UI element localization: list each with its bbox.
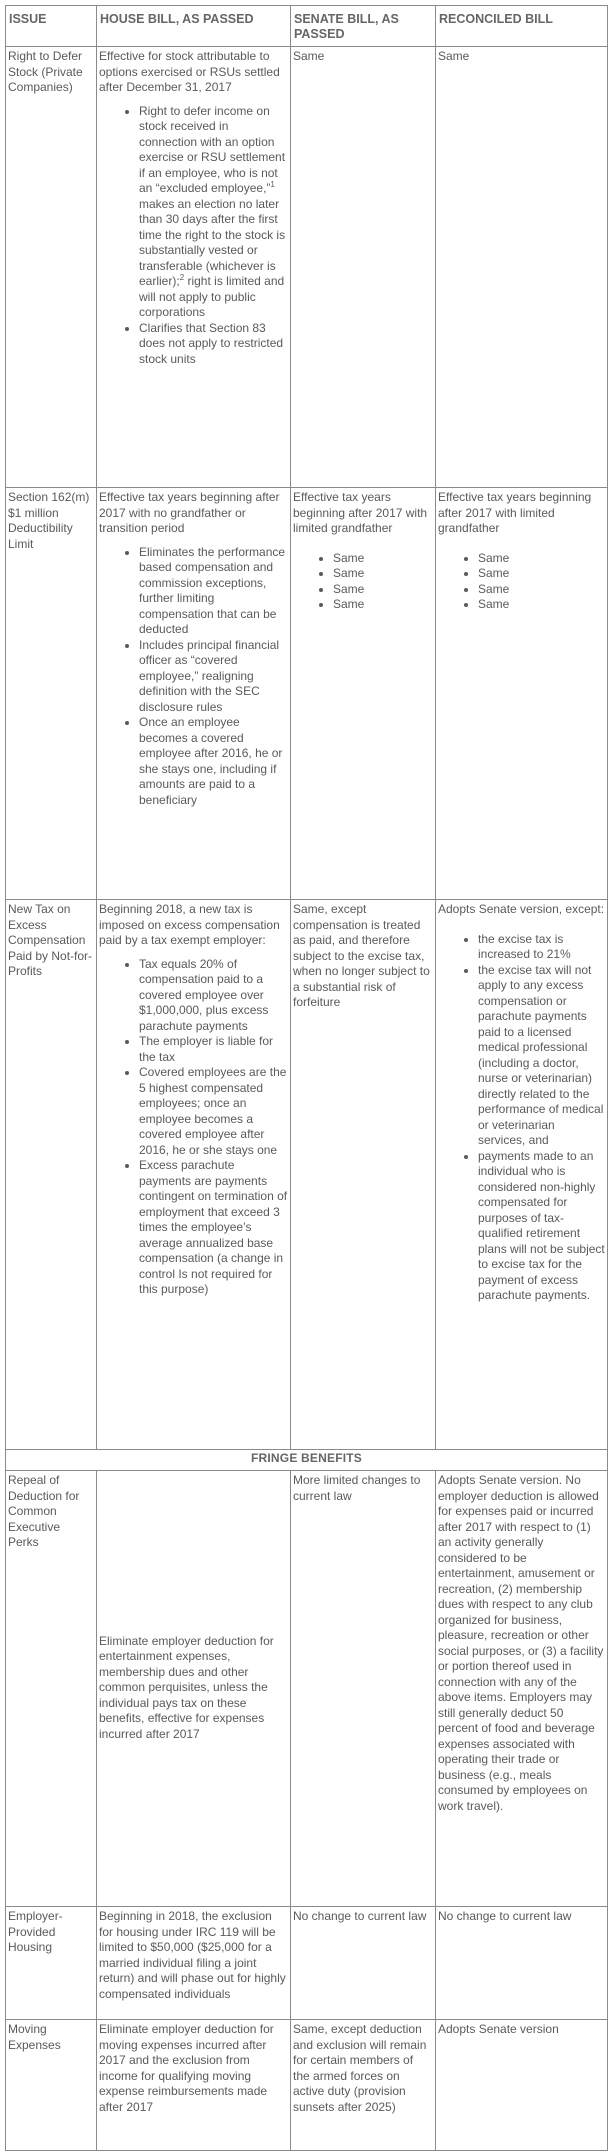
list-item: • the excise tax is increased to 21%: [478, 932, 605, 963]
section-title: FRINGE BENEFITS: [6, 1450, 608, 1471]
list-item: • Tax equals 20% of compensation paid to a covered employee over $1,000,000, plus excess parachute payments: [139, 957, 288, 1035]
table-row: [6, 1907, 608, 2020]
senate-bullet-list: [293, 551, 433, 613]
senate-cell: [291, 488, 436, 900]
senate-cell: Same, except deduction and exclusion will remain for certain members of the armed forces on active duty (provision sunsets after 2025): [291, 2020, 436, 2151]
list-item: • Same: [333, 597, 433, 613]
issue-cell: Moving Expenses: [6, 2020, 97, 2151]
list-item: • the excise tax will not apply to any excess compensation or parachute payments paid to a licensed medical professional (including a doctor, nurse or veterinarian) directly related to the performance of medical or veterinarian services, and: [478, 963, 605, 1149]
header-issue: ISSUE: [6, 6, 97, 47]
house-bullet-list: [99, 957, 288, 1298]
reconciled-cell: [436, 488, 608, 900]
list-item: • Same: [478, 566, 605, 582]
reconciled-cell: No change to current law: [436, 1907, 608, 2020]
table-row: [6, 47, 608, 488]
house-cell: Eliminate employer deduction for moving expenses incurred after 2017 and the exclusion from income for qualifying moving expense reimbursements made after 2017: [97, 2020, 291, 2151]
reconciled-intro: Effective tax years beginning after 2017 with limited grandfather: [438, 490, 592, 535]
footnote-ref: 2: [179, 273, 185, 282]
issue-cell: Right to Defer Stock (Private Companies): [6, 47, 97, 488]
list-item: • Same: [333, 582, 433, 598]
header-row: [6, 6, 608, 47]
reconciled-bullet-list: [438, 932, 605, 1304]
house-bullet-list: [99, 104, 288, 368]
list-item: • Same: [478, 582, 605, 598]
list-item: • Covered employees are the 5 highest compensated employees; once an employee becomes a covered employee after 2016, he or she stays one: [139, 1065, 288, 1158]
comparison-table: [5, 5, 608, 2151]
house-intro: Effective for stock attributable to options exercised or RSUs settled after December 31, 2017: [99, 49, 280, 94]
house-cell: Eliminate employer deduction for entertainment expenses, membership dues and other common perquisites, unless the individual pays tax on these benefits, effective for expenses incurred after 2017: [97, 1471, 291, 1907]
table-row: [6, 2020, 608, 2151]
table-row: [6, 488, 608, 900]
list-item: • Eliminates the performance based compensation and commission exceptions, further limiting compensation that can be deducted: [139, 545, 288, 638]
reconciled-bullet-list: [438, 551, 605, 613]
list-item: • Same: [333, 566, 433, 582]
list-item: • payments made to an individual who is considered non-highly compensated for purposes of tax-qualified retirement plans will not be subject to excise tax for the payment of excess parachute payments.: [478, 1149, 605, 1304]
section-header-row: [6, 1450, 608, 1471]
house-bullet-list: [99, 545, 288, 809]
issue-cell: Employer-Provided Housing: [6, 1907, 97, 2020]
footnote-ref: 1: [270, 180, 275, 189]
list-item: • Once an employee becomes a covered employee after 2016, he or she stays one, including if amounts are paid to a beneficiary: [139, 715, 288, 808]
senate-intro: Effective tax years beginning after 2017 with limited grandfather: [293, 490, 428, 535]
list-item: • Same: [333, 551, 433, 567]
reconciled-cell: [436, 900, 608, 1450]
reconciled-cell: Adopts Senate version: [436, 2020, 608, 2151]
list-item: • Same: [478, 597, 605, 613]
list-item: • Same: [478, 551, 605, 567]
table-row: [6, 900, 608, 1450]
issue-cell: New Tax on Excess Compensation Paid by Not-for-Profits: [6, 900, 97, 1450]
list-item: • Includes principal financial officer as “covered employee,” realigning definition with the SEC disclosure rules: [139, 638, 288, 716]
reconciled-intro: Adopts Senate version, except:: [438, 902, 605, 916]
header-house: HOUSE BILL, AS PASSED: [97, 6, 291, 47]
reconciled-cell: Adopts Senate version. No employer deduction is allowed for expenses paid or incurred after 2017 with respect to (1) an activity generally considered to be entertainment, amusement or recreation, (2) membership dues with respect to any club organized for business, pleasure, recreation or other social purposes, or (3) a facility or portion thereof used in connection with any of the above items. Employers may still generally deduct 50 percent of food and beverage expenses associated with operating their trade or business (e.g., meals consumed by employees on work travel).: [436, 1471, 608, 1907]
senate-cell: No change to current law: [291, 1907, 436, 2020]
house-intro: Beginning 2018, a new tax is imposed on excess compensation paid by a tax exempt employer:: [99, 902, 280, 947]
list-item: • Excess parachute payments are payments contingent on termination of employment that exceed 3 times the employee’s average annualized base compensation (a change in control Is not required for this purpose): [139, 1158, 288, 1298]
house-cell: [97, 488, 291, 900]
list-item: • The employer is liable for the tax: [139, 1034, 288, 1065]
reconciled-cell: Same: [436, 47, 608, 488]
house-intro: Effective tax years beginning after 2017 with no grandfather or transition period: [99, 490, 280, 535]
issue-cell: Repeal of Deduction for Common Executive Perks: [6, 1471, 97, 1907]
table-row: [6, 1471, 608, 1907]
house-cell: Beginning in 2018, the exclusion for housing under IRC 119 will be limited to $50,000 ($25,000 for a married individual filing a joint return) and will phase out for highly compensated individuals: [97, 1907, 291, 2020]
house-cell: [97, 47, 291, 488]
header-reconciled: RECONCILED BILL: [436, 6, 608, 47]
list-item: • Right to defer income on stock received in connection with an option exercise or RSU settlement if an employee, who is not an “excluded employee,”$^1$ makes an election no later than 30 days after the first time the right to the stock is substantially vested or transferable (whichever is earlier);$^2$ right is limited and will not apply to public corporations: [139, 104, 288, 321]
issue-cell: Section 162(m) $1 million Deductibility Limit: [6, 488, 97, 900]
header-senate: SENATE BILL, AS PASSED: [291, 6, 436, 47]
senate-cell: Same: [291, 47, 436, 488]
senate-cell: Same, except compensation is treated as paid, and therefore subject to the excise tax, when no longer subject to a substantial risk of forfeiture: [291, 900, 436, 1450]
house-cell: [97, 900, 291, 1450]
list-item: • Clarifies that Section 83 does not apply to restricted stock units: [139, 321, 288, 368]
senate-cell: More limited changes to current law: [291, 1471, 436, 1907]
